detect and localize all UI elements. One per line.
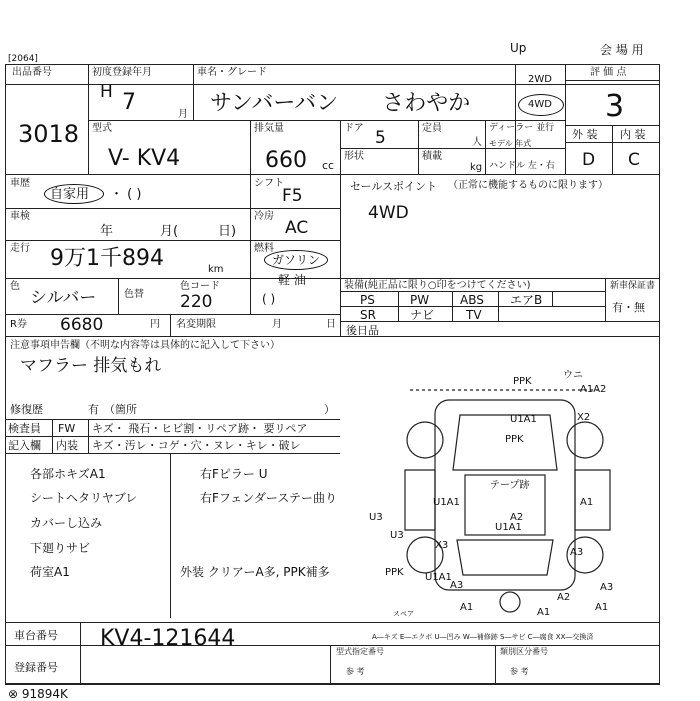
fuel-diesel: 軽 油: [278, 273, 306, 287]
name-change-label: 名変期限: [176, 319, 216, 330]
inspection-label: 車検: [10, 211, 30, 222]
diagram-mark: A3: [600, 582, 614, 593]
history-label: 車歴: [10, 178, 30, 189]
history-other: ・ ( ): [110, 187, 142, 202]
class-ref: 参 考: [510, 667, 529, 676]
equip-sr: SR: [360, 308, 376, 322]
recycle-value: 6680: [60, 315, 104, 335]
diagram-mark: U1A1: [495, 522, 522, 533]
doc-id: [2064]: [8, 54, 38, 64]
diagram-mark: X3: [435, 540, 449, 551]
designation-label: 型式指定番号: [336, 647, 384, 656]
recycle-unit: 円: [150, 319, 160, 330]
name-change-month: 月: [272, 319, 282, 330]
car-name: サンバーバン さわやか: [210, 91, 471, 116]
remark-left: 下廻りサビ: [30, 541, 91, 555]
mileage-value: 9万1千894: [50, 246, 164, 271]
entry-interior-text: キズ・汚レ・コゲ・穴・ヌレ・キレ・破レ: [92, 439, 301, 452]
remark-left: シートヘタリヤブレ: [30, 491, 138, 505]
diagram-mark: ウニ: [563, 370, 583, 381]
diagram-mark: U3: [369, 512, 383, 523]
diagram-mark: PPK: [505, 434, 524, 445]
inspector-fw: FW: [58, 422, 76, 435]
capacity-label: 定員: [422, 123, 442, 134]
remark-right: 外装 クリアーA多, PPK補多: [180, 565, 330, 579]
entry-label: 記入欄: [8, 439, 41, 452]
equip-pw: PW: [410, 293, 430, 307]
displacement-label: 排気量: [254, 123, 284, 134]
selling-points-value: 4WD: [368, 203, 409, 223]
ac-value: AC: [285, 218, 309, 238]
venue-label: 会 場 用: [600, 43, 644, 57]
equipment-label: 装備(純正品に限り○印をつけてください): [344, 280, 531, 291]
registration-label: 初度登録年月: [92, 67, 152, 78]
diagram-mark: A3: [570, 547, 584, 558]
diagram-mark: PPK: [513, 376, 532, 387]
spare-label: スペア: [393, 610, 414, 618]
drive-4wd: 4WD: [528, 99, 552, 110]
displacement-unit: cc: [322, 159, 335, 172]
equip-abs: ABS: [460, 293, 484, 307]
diagram-mark: PPK: [385, 567, 404, 578]
color-code-label: 色コード: [180, 281, 220, 292]
designation-ref: 参 考: [346, 667, 365, 676]
equip-airbag: エアB: [510, 293, 543, 307]
inspection-year: 年: [100, 224, 114, 239]
notes-value: マフラー 排気もれ: [20, 356, 162, 376]
handle-label: ハンドル 左・右: [489, 161, 555, 171]
color-code: 220: [180, 292, 213, 312]
drive-2wd: 2WD: [528, 74, 552, 85]
mileage-unit: km: [208, 264, 224, 275]
entry-interior: 内装: [56, 439, 78, 452]
fuel-label: 燃料: [254, 243, 274, 254]
diagram-mark: X2: [577, 412, 591, 423]
repair-place: （箇所: [104, 403, 137, 416]
diagram-mark: A1: [595, 602, 609, 613]
fuel-other: ( ): [262, 292, 276, 306]
displacement-value: 660: [265, 148, 307, 173]
top-right-handwriting: Up: [510, 41, 527, 55]
equip-tv: TV: [466, 308, 482, 322]
diagram-mark: A1: [460, 602, 474, 613]
model-year-label: モデル 年式: [489, 139, 532, 148]
remark-left: 各部ホキズA1: [30, 467, 106, 481]
inspection-day: 日): [218, 224, 237, 239]
registration-month-unit: 月: [178, 109, 188, 120]
exterior-label: 外 装: [572, 128, 598, 141]
repair-label: 修復歴: [10, 403, 43, 416]
shift-value: F5: [282, 186, 303, 206]
shift-label: シフト: [254, 178, 284, 189]
recycle-label: R券: [10, 319, 27, 330]
diagram-mark: A1: [537, 607, 551, 618]
interior-grade: C: [628, 150, 640, 170]
color-change-label: 色替: [124, 289, 144, 300]
notes-label: 注意事項申告欄（不明な内容等は具体的に記入して下さい）: [10, 340, 280, 351]
registration-era: H: [100, 82, 113, 102]
footer-note: ⊗ 91894K: [8, 687, 68, 701]
capacity-unit: 人: [472, 137, 482, 148]
selling-points-note: （正常に機能するものに限ります）: [448, 180, 608, 191]
exterior-grade: D: [582, 150, 596, 170]
repair-yes: 有: [88, 403, 99, 416]
damage-legend: A―キズ E―エクボ U―凹み W―補修跡 S―サビ C―腐食 XX―交換済: [372, 633, 594, 641]
model-value: V- KV4: [108, 146, 181, 171]
diagram-mark: A2: [510, 512, 524, 523]
car-damage-diagram: [365, 370, 655, 620]
ac-label: 冷房: [254, 211, 274, 222]
remark-left: カバーし込み: [30, 516, 103, 530]
diagram-mark: A1: [580, 497, 594, 508]
model-label: 型式: [92, 123, 112, 134]
color-value: シルバー: [30, 288, 97, 308]
chassis-label: 車台番号: [14, 629, 58, 642]
remark-right: 右Fフェンダーステー曲り: [200, 491, 337, 505]
color-label: 色: [10, 281, 20, 292]
lot-number: 3018: [18, 120, 80, 148]
name-label: 車名・グレード: [197, 67, 267, 78]
chassis-value: KV4-121644: [100, 626, 236, 651]
inspector-label: 検査員: [8, 422, 41, 435]
fuel-gas: ガソリン: [272, 253, 321, 267]
class-label: 類別区分番号: [500, 647, 548, 656]
diagram-mark: テープ跡: [490, 480, 530, 491]
load-label: 積載: [422, 151, 442, 162]
dealer-label: ディーラー 並行: [489, 123, 555, 133]
registration-year: 7: [122, 90, 136, 115]
new-warranty-label: 新車保証書: [610, 281, 656, 291]
reg-no-label: 登録番号: [14, 661, 58, 674]
remark-left: 荷室A1: [30, 565, 70, 579]
equip-navi: ナビ: [410, 308, 435, 322]
name-change-day: 日: [326, 319, 336, 330]
shape-label: 形状: [344, 151, 364, 162]
inspection-month: 月(: [160, 224, 179, 239]
diagram-mark: U1A1: [433, 497, 460, 508]
history-value: 自家用: [50, 187, 90, 202]
equip-ps: PS: [360, 293, 375, 307]
interior-label: 内 装: [620, 128, 646, 141]
diagram-mark: A1A2: [580, 384, 607, 395]
inspector-fw-text: キズ・ 飛石・ヒビ割・リペア跡・ 要リペア: [92, 422, 308, 435]
diagram-mark: U1A1: [510, 414, 537, 425]
evaluation-label: 評 価 点: [590, 67, 627, 78]
lot-label: 出品番号: [12, 67, 52, 78]
remark-right: 右Fピラー U: [200, 467, 268, 481]
selling-points-label: セールスポイント: [350, 180, 438, 193]
diagram-mark: A2: [557, 592, 571, 603]
doors-label: ドア: [344, 123, 364, 134]
mileage-label: 走行: [10, 243, 30, 254]
evaluation-score: 3: [605, 89, 625, 124]
load-unit: kg: [470, 162, 483, 173]
diagram-mark: U3: [390, 530, 404, 541]
diagram-mark: A3: [450, 580, 464, 591]
repair-close: ）: [324, 403, 335, 416]
doors-value: 5: [375, 128, 386, 148]
new-warranty-value: 有・無: [612, 301, 645, 314]
aftermarket-label: 後日品: [346, 324, 379, 337]
diagram-mark: U1A1: [425, 572, 452, 583]
